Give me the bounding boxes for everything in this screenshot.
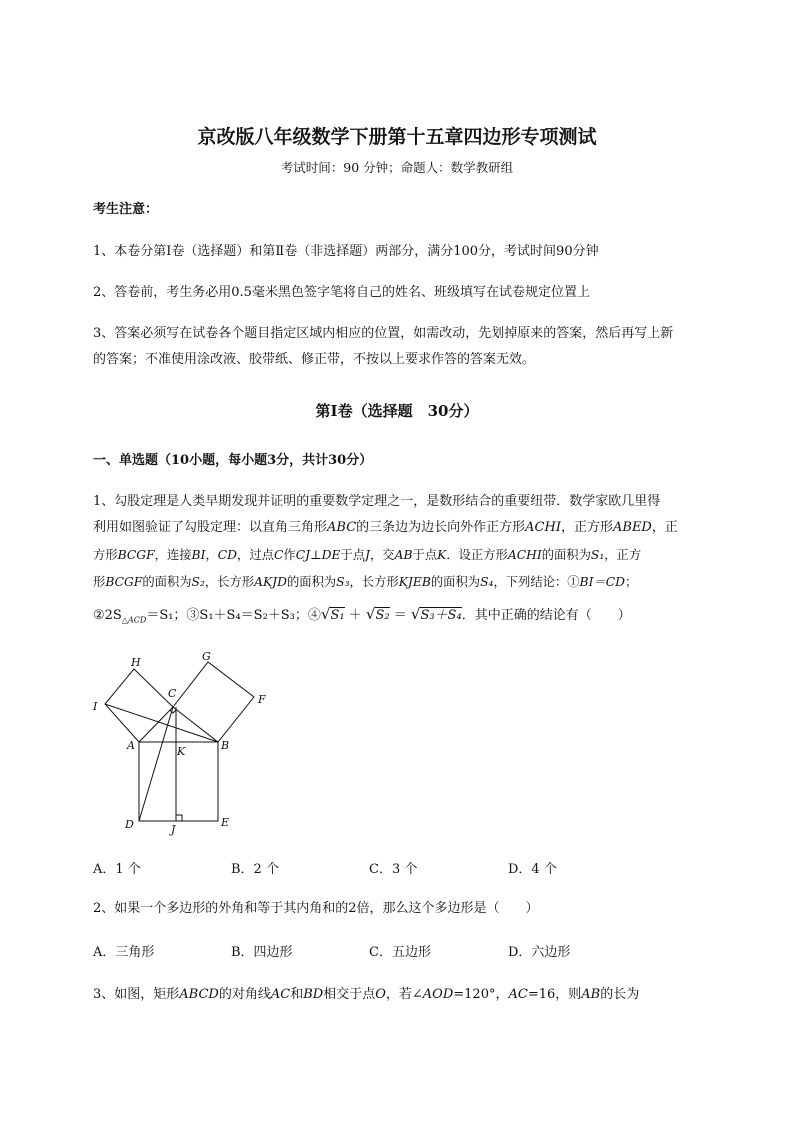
q3-text: 3、如图，矩形ABCD的对角线AC和BD相交于点O，若∠AOD=120°，AC=16，则AB的长为 bbox=[93, 987, 640, 1002]
q1-line-4: 形BCGF的面积为S₂，长方形AKJD的面积为S₃，长方形KJEB的面积为S₄，下列结论：①BI＝CD； bbox=[93, 575, 638, 589]
section-title: 第Ⅰ卷（选择题 30分） bbox=[315, 402, 479, 420]
square-achi bbox=[105, 669, 173, 742]
notice-item-2: 2、答卷前，考生务必用0.5毫米黑色签字笔将自己的姓名、班级填写在试卷规定位置上 bbox=[93, 285, 590, 300]
q2-option-c[interactable]: C．五边形 bbox=[369, 945, 431, 960]
label-h: H bbox=[131, 656, 141, 669]
label-k: K bbox=[177, 745, 186, 758]
label-a: A bbox=[127, 739, 135, 752]
label-d: D bbox=[125, 818, 134, 831]
q1-option-a[interactable]: A．1 个 bbox=[93, 862, 141, 877]
q1-option-c[interactable]: C．3 个 bbox=[369, 862, 418, 877]
notice-item-1: 1、本卷分第Ⅰ卷（选择题）和第Ⅱ卷（非选择题）两部分，满分100分，考试时间90分钟 bbox=[93, 244, 599, 259]
q1-line-2: 利用如图验证了勾股定理：以直角三角形ABC的三条边为边长向外作正方形ACHI，正方形ABED，正 bbox=[93, 520, 678, 535]
q2-option-b[interactable]: B．四边形 bbox=[231, 945, 293, 960]
part-heading: 一、单选题（10小题，每小题3分，共计30分） bbox=[93, 453, 373, 468]
right-angle-mark-j bbox=[176, 815, 182, 821]
label-j: J bbox=[171, 823, 176, 836]
notice-heading: 考生注意： bbox=[93, 202, 159, 217]
page-title: 京改版八年级数学下册第十五章四边形专项测试 bbox=[197, 126, 597, 148]
label-g: G bbox=[202, 650, 211, 663]
q1-option-b[interactable]: B．2 个 bbox=[231, 862, 279, 877]
label-b: B bbox=[221, 739, 230, 752]
label-i: I bbox=[93, 700, 98, 713]
label-c: C bbox=[168, 687, 177, 700]
exam-info: 考试时间：90 分钟；命题人：数学教研组 bbox=[280, 160, 514, 175]
q1-line-1: 1、勾股定理是人类早期发现并证明的重要数学定理之一，是数形结合的重要纽带．数学家欧几里得 bbox=[93, 494, 661, 509]
label-e: E bbox=[221, 816, 230, 829]
q1-option-d[interactable]: D．4 个 bbox=[508, 862, 557, 877]
q2-option-a[interactable]: A．三角形 bbox=[93, 945, 155, 960]
q2-text: 2、如果一个多边形的外角和等于其内角和的2倍，那么这个多边形是（ ） bbox=[93, 901, 539, 916]
q1-line-5: $②2S_{\triangle ACD}=S_1$；③S₁＋S₄＝S₂＋S₃；④√S₁ ＋ √S₂ ＝ √S₃＋S₄．其中正确的结论有（ ） bbox=[93, 605, 631, 625]
label-f: F bbox=[258, 693, 266, 706]
notice-item-3-line-2: 的答案；不准使用涂改液、胶带纸、修正带，不按以上要求作答的答案无效。 bbox=[93, 352, 536, 367]
q1-line-3: 方形BCGF，连接BI，CD，过点C作CJ⊥DE于点J，交AB于点K．设正方形ACHI的面积为S₁，正方 bbox=[93, 548, 642, 562]
notice-item-3-line-1: 3、答案必须写在试卷各个题目指定区域内相应的位置，如需改动，先划掉原来的答案，然后再写上新 bbox=[93, 326, 674, 341]
q2-option-d[interactable]: D．六边形 bbox=[508, 945, 571, 960]
square-bcgf bbox=[173, 662, 254, 742]
q1-geometry-figure bbox=[88, 645, 278, 840]
